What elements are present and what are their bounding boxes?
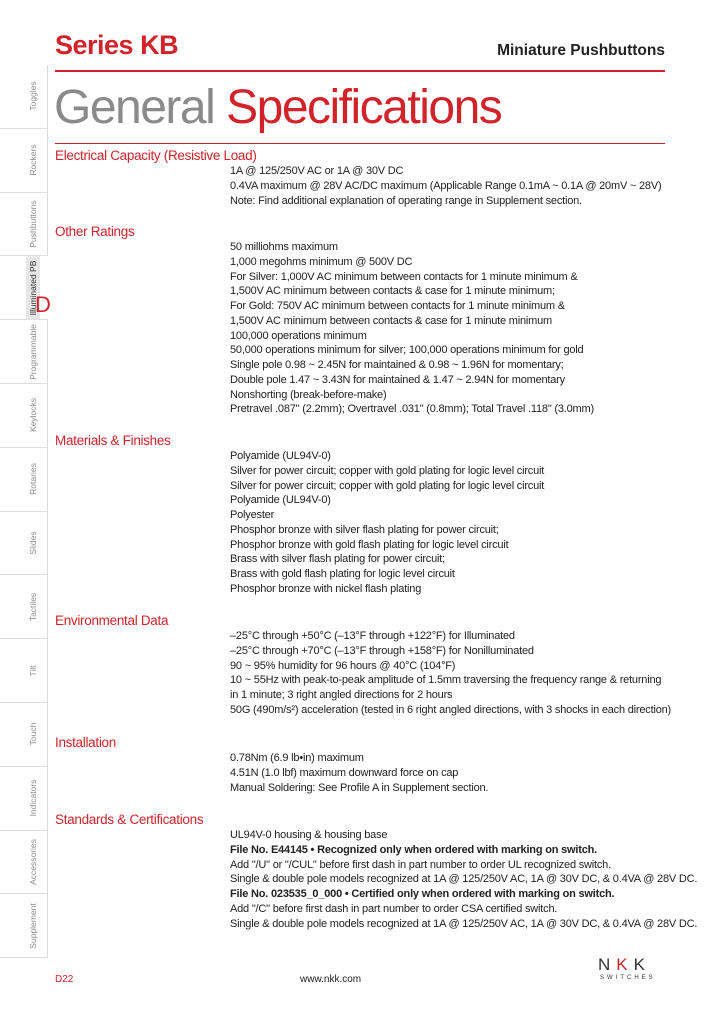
spec-value: Brass with silver flash plating for power circuit; <box>230 553 445 566</box>
spec-value: 1,000 megohms minimum @ 500V DC <box>230 255 413 268</box>
nkk-logo <box>598 955 670 987</box>
spec-value: Polyester <box>230 509 275 521</box>
spec-value: Silver for power circuit; copper with gold plating for logic level circuit <box>230 479 545 492</box>
spec-value: File No. E44145 • Recognized only when ordered with marking on switch. <box>230 843 597 856</box>
spec-value: Brass with gold flash plating for logic level circuit <box>230 568 455 580</box>
side-tab-label: Supplement <box>28 903 38 949</box>
side-tab-label: Slides <box>28 531 38 555</box>
section-letter: D <box>35 292 51 317</box>
spec-value: Phosphor bronze with silver flash plating for power circuit; <box>230 523 499 536</box>
spec-value: Note: Find additional explanation of operating range in Supplement section. <box>230 194 582 207</box>
side-tab-pushbuttons[interactable] <box>0 193 48 257</box>
side-tab-label: Rotaries <box>28 463 38 495</box>
spec-value: Polyamide (UL94V-0) <box>230 494 331 507</box>
section-heading: Environmental Data <box>55 613 169 628</box>
side-tab-label: Pushbuttons <box>28 200 38 248</box>
spec-value: Single pole 0.98 ~ 2.45N for maintained & 0.98 ~ 1.96N for momentary; <box>230 359 564 371</box>
product-subtitle: Miniature Pushbuttons <box>497 42 665 59</box>
spec-value: Single & double pole models recognized at 1A @ 125/250V AC, 1A @ 30V DC, & 0.4VA @ 28V DC. <box>230 873 698 886</box>
logo-k2: K <box>633 955 651 974</box>
side-tab-tactiles[interactable] <box>0 575 48 639</box>
side-tab-label: Toggles <box>28 81 38 112</box>
spec-value: Phosphor bronze with nickel flash plating <box>230 582 422 595</box>
spec-value: For Gold: 750V AC minimum between contacts for 1 minute minimum & <box>230 300 565 312</box>
spec-value: 1A @ 125/250V AC or 1A @ 30V DC <box>230 165 404 177</box>
spec-value: Add "/C" before first dash in part number to order CSA certified switch. <box>230 902 558 915</box>
logo-text <box>598 955 670 975</box>
spec-value: Silver for power circuit; copper with gold plating for logic level circuit <box>230 464 545 477</box>
spec-value: Polyamide (UL94V-0) <box>230 450 331 462</box>
spec-value: 0.4VA maximum @ 28V AC/DC maximum (Applicable Range 0.1mA ~ 0.1A @ 20mV ~ 28V) <box>230 179 662 192</box>
side-tab-toggles[interactable] <box>0 65 48 129</box>
side-tab-rockers[interactable] <box>0 129 48 193</box>
spec-value: 100,000 operations minimum <box>230 329 367 342</box>
side-tab-keylocks[interactable] <box>0 384 48 448</box>
spec-value: Manual Soldering: See Profile A in Supplement section. <box>230 781 489 794</box>
spec-value: UL94V-0 housing & housing base <box>230 829 388 841</box>
logo-k1: K <box>616 955 634 974</box>
side-tab-label: Illuminated PB <box>26 256 40 319</box>
title-divider <box>55 143 665 144</box>
spec-value: Phosphor bronze with gold flash plating for logic level circuit <box>230 538 509 551</box>
spec-value: 50,000 operations minimum for silver; 100,000 operations minimum for gold <box>230 344 584 357</box>
side-tab-label: Tilt <box>28 665 38 677</box>
side-tab-indicators[interactable] <box>0 767 48 831</box>
side-tab-label: Rockers <box>28 144 38 176</box>
side-tab-label: Indicators <box>28 779 38 817</box>
side-tab-label: Tactiles <box>28 592 38 621</box>
logo-n: N <box>598 955 617 974</box>
spec-value: Double pole 1.47 ~ 3.43N for maintained & 1.47 ~ 2.94N for momentary <box>230 373 565 386</box>
logo-subtext: SWITCHES <box>600 975 656 981</box>
section-heading: Materials & Finishes <box>55 433 171 448</box>
spec-value: 10 ~ 55Hz with peak-to-peak amplitude of 1.5mm traversing the frequency range & returning <box>230 674 662 687</box>
side-tab-label: Keylocks <box>28 398 38 433</box>
section-heading: Electrical Capacity (Resistive Load) <box>55 148 257 163</box>
page-title-part2: Specifications <box>226 81 502 134</box>
side-tab-touch[interactable] <box>0 703 48 767</box>
spec-value: 1,500V AC minimum between contacts & case for 1 minute minimum; <box>230 285 555 298</box>
side-tab-accessories[interactable] <box>0 831 48 895</box>
spec-value: For Silver: 1,000V AC minimum between contacts for 1 minute minimum & <box>230 270 578 283</box>
spec-value: –25°C through +70°C (–13°F through +158°F) for Nonilluminated <box>230 644 534 657</box>
side-tab-bar <box>0 65 48 958</box>
side-tab-label: Touch <box>28 723 38 746</box>
section-heading: Standards & Certifications <box>55 812 204 827</box>
side-tab-supplement[interactable] <box>0 894 48 958</box>
side-tab-programmable[interactable] <box>0 320 48 384</box>
page-number: D22 <box>55 974 74 985</box>
series-title: Series KB <box>55 30 179 60</box>
spec-value: Single & double pole models recognized at 1A @ 125/250V AC, 1A @ 30V DC, & 0.4VA @ 28V DC. <box>230 917 698 930</box>
side-tab-label: Accessories <box>28 839 38 885</box>
spec-value: Nonshorting (break-before-make) <box>230 388 387 401</box>
spec-value: 90 ~ 95% humidity for 96 hours @ 40°C (104°F) <box>230 659 456 672</box>
page-title <box>54 80 501 135</box>
website-link[interactable]: www.nkk.com <box>300 974 362 985</box>
spec-value: in 1 minute; 3 right angled directions for 2 hours <box>230 689 453 701</box>
side-tab-label: Programmable <box>28 323 38 380</box>
spec-value: 50 milliohms maximum <box>230 241 338 253</box>
spec-value: Add "/U" or "/CUL" before first dash in part number to order UL recognized switch. <box>230 858 611 871</box>
spec-value: Pretravel .087" (2.2mm); Overtravel .031" (0.8mm); Total Travel .118" (3.0mm) <box>230 403 594 416</box>
section-heading: Installation <box>55 735 116 750</box>
side-tab-tilt[interactable] <box>0 639 48 703</box>
spec-value: 1,500V AC minimum between contacts & case for 1 minute minimum <box>230 314 553 327</box>
side-tab-slides[interactable] <box>0 512 48 576</box>
spec-value: 0.78Nm (6.9 lb•in) maximum <box>230 752 364 764</box>
header-divider <box>55 70 665 72</box>
side-tab-rotaries[interactable] <box>0 448 48 512</box>
spec-value: –25°C through +50°C (–13°F through +122°F) for Illuminated <box>230 630 515 642</box>
page-title-part1: General <box>54 81 227 134</box>
spec-value: 4.51N (1.0 lbf) maximum downward force on cap <box>230 766 459 779</box>
spec-value: 50G (490m/s²) acceleration (tested in 6 right angled directions, with 3 shocks in each direction) <box>230 703 671 716</box>
section-heading: Other Ratings <box>55 224 135 239</box>
spec-value: File No. 023535_0_000 • Certified only when ordered with marking on switch. <box>230 888 615 900</box>
